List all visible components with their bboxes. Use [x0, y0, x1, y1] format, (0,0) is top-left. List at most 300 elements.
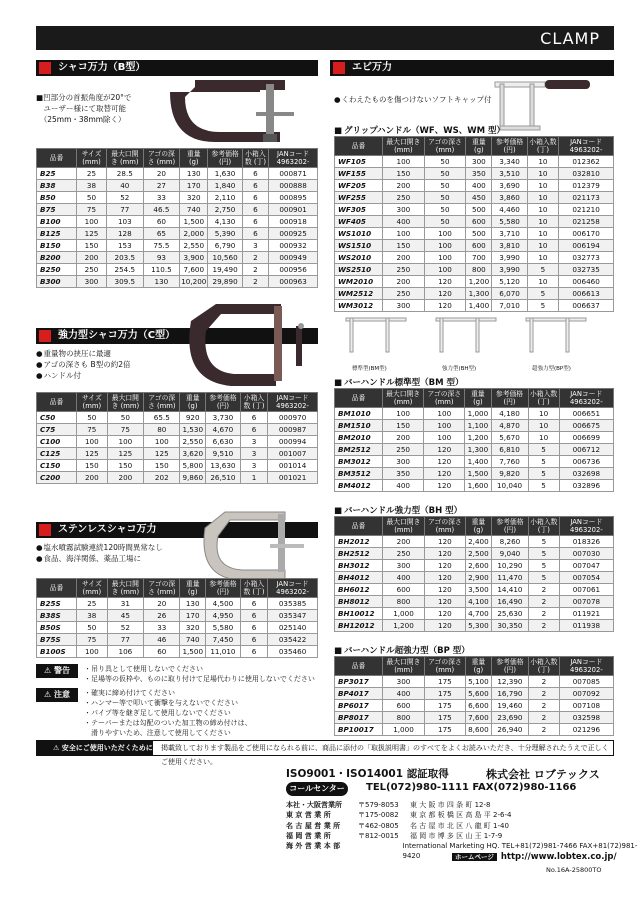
- table-row: [335, 180, 614, 192]
- table-cell: 100: [77, 436, 108, 448]
- table-cell: 001014: [268, 460, 318, 472]
- table-cell: 5,800: [180, 460, 206, 472]
- table-cell: 200: [383, 536, 425, 548]
- table-cell: 006194: [559, 240, 614, 252]
- table-body: [335, 408, 614, 492]
- product-code: BM1010: [335, 408, 383, 420]
- table-cell: 000888: [269, 180, 318, 192]
- table-cell: 26,940: [491, 724, 528, 736]
- table-cell: 10: [528, 408, 559, 420]
- table-cell: 65: [143, 228, 180, 240]
- table-cell: 16,790: [491, 688, 528, 700]
- call-center: [286, 782, 614, 796]
- product-code: B75: [37, 204, 77, 216]
- table-cell: 50: [107, 412, 143, 424]
- table-cell: 006675: [559, 420, 613, 432]
- table-cell: 000970: [268, 412, 318, 424]
- table-cell: 2: [528, 596, 559, 608]
- table-row: [335, 168, 614, 180]
- table-cell: 10: [528, 432, 559, 444]
- table-cell: 3: [242, 240, 268, 252]
- callcenter-numbers: TEL(072)980-1111 FAX(072)980-1166: [366, 782, 577, 793]
- table-cell: 3,730: [206, 412, 241, 424]
- c-clamp-image: [176, 296, 326, 396]
- table-cell: 007092: [559, 688, 613, 700]
- table-cell: 5: [527, 300, 558, 312]
- table-cell: 1,600: [465, 480, 491, 492]
- table-cell: 6,600: [465, 700, 491, 712]
- warning-block: ⚠ 警告 ・吊り具として使用しないでください ・足場等の仮枠や、ものに取り付けて足場代わりに使用しないでください ⚠ 注意 ・確実に締め付けてください ・ハンマー等で叩いて衝撃を与えないでください ・パイプ等を継ぎ足して使用しないでください ・テーパーまたは勾配のついた加工物の締め付けは、 滑りやすいため、注意して使用してください: [36, 664, 316, 738]
- table-cell: 032896: [559, 480, 613, 492]
- table-cell: 6,070: [492, 288, 527, 300]
- table-cell: 77: [107, 634, 143, 646]
- table-cell: 4,130: [208, 216, 242, 228]
- product-code: BP10017: [335, 724, 383, 736]
- table-cell: 100: [424, 228, 466, 240]
- office-row: [286, 821, 640, 831]
- table-cell: 300: [383, 204, 425, 216]
- table-cell: 31: [107, 598, 143, 610]
- table-cell: 032810: [559, 168, 614, 180]
- table-cell: 000918: [269, 216, 318, 228]
- product-code: BM2512: [335, 444, 383, 456]
- table-cell: 125: [144, 448, 180, 460]
- table-cell: 16,490: [491, 596, 528, 608]
- product-code: WF155: [335, 168, 383, 180]
- office-zip: 〒462-0805: [358, 821, 399, 830]
- table-cell: 60: [144, 646, 180, 658]
- table-row: [335, 288, 614, 300]
- table-cell: 6: [240, 598, 267, 610]
- table-cell: 125: [107, 448, 143, 460]
- table-cell: 2: [242, 276, 268, 288]
- table-cell: 19,490: [208, 264, 242, 276]
- table-cell: 5: [528, 444, 559, 456]
- table-cell: 000932: [269, 240, 318, 252]
- product-code: BH8012: [335, 596, 383, 608]
- table-cell: 6: [240, 610, 267, 622]
- table-cell: 021296: [559, 724, 613, 736]
- table-cell: 007047: [559, 560, 613, 572]
- table-cell: 250: [383, 444, 424, 456]
- table-cell: 300: [466, 156, 492, 168]
- table-row: [335, 608, 614, 620]
- table-cell: 2,600: [465, 560, 491, 572]
- table-cell: 2,900: [465, 572, 491, 584]
- table-cell: 740: [180, 634, 206, 646]
- table-cell: 012379: [559, 180, 614, 192]
- table-cell: 10: [527, 156, 558, 168]
- table-cell: 2: [528, 584, 559, 596]
- table-cell: 032698: [559, 468, 613, 480]
- table-cell: 120: [424, 300, 466, 312]
- table-cell: 120: [424, 456, 465, 468]
- product-code: WM2010: [335, 276, 383, 288]
- table-cell: 2: [528, 688, 559, 700]
- table-cell: 38: [77, 180, 107, 192]
- table-body: [37, 412, 318, 484]
- table-cell: 1,400: [465, 456, 491, 468]
- table-cell: 012362: [559, 156, 614, 168]
- table-cell: 6,790: [208, 240, 242, 252]
- table-cell: 100: [424, 240, 466, 252]
- table-cell: 250: [383, 548, 425, 560]
- table-cell: 75.5: [143, 240, 180, 252]
- table-cell: 110.5: [143, 264, 180, 276]
- table-row: [37, 598, 318, 610]
- product-code: WS1510: [335, 240, 383, 252]
- table-row: [37, 168, 318, 180]
- table-cell: 4,460: [492, 204, 527, 216]
- table-row: [335, 712, 614, 724]
- table-cell: 035347: [268, 610, 318, 622]
- table-cell: 7,450: [206, 634, 241, 646]
- table-cell: 1,200: [383, 620, 425, 632]
- table-cell: 6: [240, 634, 267, 646]
- table-cell: 75: [107, 424, 143, 436]
- product-code: B50: [37, 192, 77, 204]
- product-code: BP6017: [335, 700, 383, 712]
- table-cell: 025140: [268, 622, 318, 634]
- table-cell: 6: [242, 228, 268, 240]
- table-cell: 018326: [559, 536, 613, 548]
- table-cell: 93: [143, 252, 180, 264]
- table-cell: 46.5: [143, 204, 180, 216]
- table-cell: 600: [383, 700, 425, 712]
- table-cell: 400: [466, 180, 492, 192]
- bp-title: ■ バーハンドル超強力型（BP 型）: [334, 644, 470, 656]
- product-code: B100S: [37, 646, 77, 658]
- table-cell: 1,000: [465, 408, 491, 420]
- table-cell: 1,500: [180, 216, 208, 228]
- table-cell: 1,500: [465, 468, 491, 480]
- table-cell: 400: [383, 688, 425, 700]
- table-cell: 001007: [268, 448, 318, 460]
- table-cell: 9,510: [206, 448, 241, 460]
- office-zip: 〒579-8053: [358, 801, 399, 809]
- table-cell: 25: [77, 168, 107, 180]
- table-cell: 120: [424, 572, 465, 584]
- table-cell: 000901: [269, 204, 318, 216]
- table-cell: 1,000: [383, 724, 425, 736]
- table-cell: 150: [383, 240, 425, 252]
- table-row: [335, 676, 614, 688]
- table-cell: 1,400: [466, 300, 492, 312]
- table-cell: 1,300: [465, 444, 491, 456]
- table-row: [37, 472, 318, 484]
- table-header-row: 品番 最大口開き (mm) アゴの深さ (mm) 重量 (g) 参考価格 (円) 小箱入数 (丁) JANコード 4963202-: [335, 389, 614, 408]
- table-cell: 6: [242, 192, 268, 204]
- table-cell: 120: [424, 584, 465, 596]
- table-cell: 6,630: [206, 436, 241, 448]
- table-cell: 200: [107, 472, 143, 484]
- table-cell: 320: [180, 192, 208, 204]
- callcenter-tag: コールセンター: [286, 782, 348, 796]
- table-cell: 3,620: [180, 448, 206, 460]
- table-cell: 000987: [268, 424, 318, 436]
- table-cell: 2: [242, 264, 268, 276]
- product-code: WM3012: [335, 300, 383, 312]
- banner: [36, 26, 614, 50]
- table-cell: 103: [106, 216, 143, 228]
- table-cell: 75: [77, 634, 108, 646]
- table-cell: 600: [466, 240, 492, 252]
- product-code: C125: [37, 448, 77, 460]
- table-cell: 6: [240, 646, 267, 658]
- table-cell: 2,400: [465, 536, 491, 548]
- table-cell: 4,670: [206, 424, 241, 436]
- office-name: 名 古 屋 営 業 所: [286, 821, 341, 830]
- table-row: [335, 688, 614, 700]
- table-cell: 50: [424, 204, 466, 216]
- table-cell: 9,040: [491, 548, 528, 560]
- product-code: B100: [37, 216, 77, 228]
- table-row: [37, 204, 318, 216]
- table-row: [335, 264, 614, 276]
- table-cell: 25,630: [491, 608, 528, 620]
- table-row: [335, 228, 614, 240]
- table-header-row: 品番 最大口開き (mm) アゴの深さ (mm) 重量 (g) 参考価格 (円) 小箱入数 (丁) JANコード 4963202-: [335, 657, 614, 676]
- thumb-label-bp: 超強力型(BP型): [532, 366, 571, 372]
- table-cell: 150: [77, 460, 108, 472]
- table-row: [335, 724, 614, 736]
- office-name: 本社・大阪営業所: [286, 801, 342, 809]
- table-cell: 6: [242, 180, 268, 192]
- table-cell: 20: [144, 598, 180, 610]
- table-row: [37, 412, 318, 424]
- b-type-description: ■凹部分の首振角度が20°で ユーザー様にて取替可能 （25mm・38mm除く）: [36, 93, 132, 124]
- table-cell: 1,200: [465, 432, 491, 444]
- bar-handle-thumbnails: [336, 312, 612, 364]
- table-cell: 128: [106, 228, 143, 240]
- table-cell: 4,700: [465, 608, 491, 620]
- table-cell: 77: [106, 204, 143, 216]
- table-row: [335, 252, 614, 264]
- table-row: [335, 204, 614, 216]
- table-cell: 45: [107, 610, 143, 622]
- table-cell: 600: [383, 584, 425, 596]
- table-cell: 27: [143, 180, 180, 192]
- table-cell: 9,860: [180, 472, 206, 484]
- table-row: [37, 252, 318, 264]
- table-cell: 50: [424, 180, 466, 192]
- table-cell: 5,390: [208, 228, 242, 240]
- table-cell: 10,200: [181, 277, 207, 286]
- table-cell: 2,550: [180, 240, 208, 252]
- table-cell: 125: [77, 228, 107, 240]
- table-cell: 5: [528, 468, 559, 480]
- product-code: BM4012: [335, 480, 383, 492]
- section-header-stainless: ステンレスシャコ万力: [36, 522, 318, 538]
- office-name: 東 京 営 業 所: [286, 811, 331, 820]
- table-cell: 11,470: [491, 572, 528, 584]
- table-cell: 175: [424, 688, 465, 700]
- table-cell: 006712: [559, 444, 613, 456]
- table-cell: 2,550: [180, 436, 206, 448]
- table-row: [335, 300, 614, 312]
- table-cell: 5,580: [206, 622, 241, 634]
- product-code: WS2510: [335, 264, 383, 276]
- table-cell: 8,600: [465, 724, 491, 736]
- section-header-ebi: エビ万力: [330, 60, 614, 76]
- table-cell: 12,390: [491, 676, 528, 688]
- table-cell: 920: [180, 412, 206, 424]
- table-cell: 350: [383, 468, 424, 480]
- office-name: 福 岡 営 業 所: [286, 831, 331, 840]
- document-number: No.16A-25800TO: [546, 866, 602, 874]
- table-cell: 130: [143, 276, 180, 288]
- table-cell: 202: [144, 472, 180, 484]
- product-code: WS1010: [335, 228, 383, 240]
- table-cell: 5: [528, 536, 559, 548]
- table-cell: 309.5: [106, 276, 143, 288]
- table-cell: 1,300: [466, 288, 492, 300]
- office-address: International Marketing HQ. TEL+81(72)981-7466 FAX+81(72)981-9420: [402, 842, 638, 861]
- section-header-b-type: シャコ万力（B型）: [36, 60, 318, 76]
- table-cell: 400: [383, 216, 425, 228]
- banner-title: CLAMP: [540, 29, 600, 48]
- table-row: [37, 264, 318, 276]
- table-row: [335, 560, 614, 572]
- table-cell: 032773: [559, 252, 614, 264]
- office-address: 東 大 阪 市 四 条 町 12-8: [410, 801, 491, 809]
- table-header-row: 品番 サイズ (mm) 最大口開き (mm) アゴの深さ (mm) 重量 (g) 参考価格 (円) 小箱入数 (丁) JANコード 4963202-: [37, 393, 318, 412]
- company-name: 株式会社 ロブテックス: [486, 768, 600, 781]
- office-zip: 〒812-0015: [358, 831, 399, 840]
- table-cell: 011921: [559, 608, 613, 620]
- table-cell: 175: [424, 676, 465, 688]
- table-cell: 175: [424, 700, 465, 712]
- table-cell: 4,100: [465, 596, 491, 608]
- table-cell: 450: [466, 192, 492, 204]
- safety-note: [36, 740, 614, 766]
- table-cell: 50: [424, 156, 466, 168]
- product-code: C50: [37, 412, 77, 424]
- table-cell: 175: [424, 724, 465, 736]
- product-code: BH12012: [335, 620, 383, 632]
- table-cell: 007030: [559, 548, 613, 560]
- table-row: [37, 610, 318, 622]
- table-cell: 10: [527, 252, 558, 264]
- table-row: [37, 192, 318, 204]
- table-cell: 3,810: [492, 240, 527, 252]
- office-name: 海 外 営 業 本 部: [286, 842, 341, 851]
- table-cell: 5,580: [492, 216, 527, 228]
- table-cell: 4,500: [206, 598, 241, 610]
- table-cell: 5: [528, 560, 559, 572]
- table-cell: 65.5: [144, 412, 180, 424]
- table-cell: 50: [424, 216, 466, 228]
- table-cell: 10: [528, 420, 559, 432]
- table-cell: 120: [424, 288, 466, 300]
- table-row: [335, 468, 614, 480]
- table-cell: 1,100: [465, 420, 491, 432]
- bm-title: ■ バーハンドル標準型（BM 型）: [334, 376, 464, 388]
- table-row: [37, 634, 318, 646]
- product-code: B50S: [37, 622, 77, 634]
- table-cell: 120: [424, 548, 465, 560]
- table-cell: 1,840: [208, 180, 242, 192]
- product-code: BM2010: [335, 432, 383, 444]
- product-code: BH2012: [335, 536, 383, 548]
- table-cell: 007085: [559, 676, 613, 688]
- product-code: BH6012: [335, 584, 383, 596]
- table-cell: 120: [424, 444, 465, 456]
- table-cell: 5: [528, 456, 559, 468]
- table-cell: 5: [528, 548, 559, 560]
- table-cell: 125: [77, 448, 108, 460]
- section-header-c-type: 強力型シャコ万力（C型）: [36, 328, 318, 344]
- table-cell: 5,600: [465, 688, 491, 700]
- table-cell: 5: [527, 288, 558, 300]
- table-row: [37, 622, 318, 634]
- table-cell: 20: [143, 168, 180, 180]
- table-cell: 5,120: [492, 276, 527, 288]
- table-cell: 10: [527, 216, 558, 228]
- table-row: [335, 572, 614, 584]
- product-code: C150: [37, 460, 77, 472]
- table-cell: 200: [77, 472, 108, 484]
- product-code: B38: [37, 180, 77, 192]
- table-cell: 300: [383, 560, 425, 572]
- table-cell: 254.5: [106, 264, 143, 276]
- office-row: [286, 831, 640, 841]
- table-cell: 5: [528, 480, 559, 492]
- table-cell: 75: [77, 204, 107, 216]
- table-cell: 035385: [268, 598, 318, 610]
- table-cell: 29,890: [208, 276, 242, 288]
- b-type-table: [36, 148, 318, 288]
- table-cell: 7,600: [180, 264, 208, 276]
- table-cell: 60: [143, 216, 180, 228]
- table-cell: 175: [424, 712, 465, 724]
- ebi-clamp-image: [490, 74, 610, 134]
- table-cell: 38: [77, 610, 108, 622]
- table-cell: 300: [77, 276, 107, 288]
- table-cell: 250: [77, 264, 107, 276]
- product-code: WF255: [335, 192, 383, 204]
- table-cell: 3,860: [492, 192, 527, 204]
- table-cell: 021173: [559, 192, 614, 204]
- table-cell: 006613: [559, 288, 614, 300]
- thumb-label-bh: 強力型(BH型): [442, 366, 477, 372]
- table-cell: 1,630: [208, 168, 242, 180]
- table-cell: 5: [527, 264, 558, 276]
- product-code: B25S: [37, 598, 77, 610]
- product-code: BH3012: [335, 560, 383, 572]
- table-cell: 19,460: [491, 700, 528, 712]
- table-cell: 100: [424, 432, 465, 444]
- table-cell: 3,900: [180, 252, 208, 264]
- table-cell: 006637: [559, 300, 614, 312]
- product-code: WS2010: [335, 252, 383, 264]
- table-cell: 6: [240, 412, 267, 424]
- table-cell: 006170: [559, 228, 614, 240]
- table-cell: 10,290: [491, 560, 528, 572]
- table-cell: 28.5: [106, 168, 143, 180]
- homepage[interactable]: ホームページ http://www.lobtex.co.jp/: [452, 852, 617, 862]
- table-cell: 7,760: [491, 456, 528, 468]
- table-row: [335, 240, 614, 252]
- table-cell: 23,690: [491, 712, 528, 724]
- warning-label: ⚠ 警告: [36, 664, 78, 678]
- table-cell: 300: [383, 456, 424, 468]
- table-cell: 33: [143, 192, 180, 204]
- table-cell: 250: [383, 192, 425, 204]
- table-cell: 2: [242, 252, 268, 264]
- table-cell: 1: [240, 472, 267, 484]
- table-cell: 50: [424, 168, 466, 180]
